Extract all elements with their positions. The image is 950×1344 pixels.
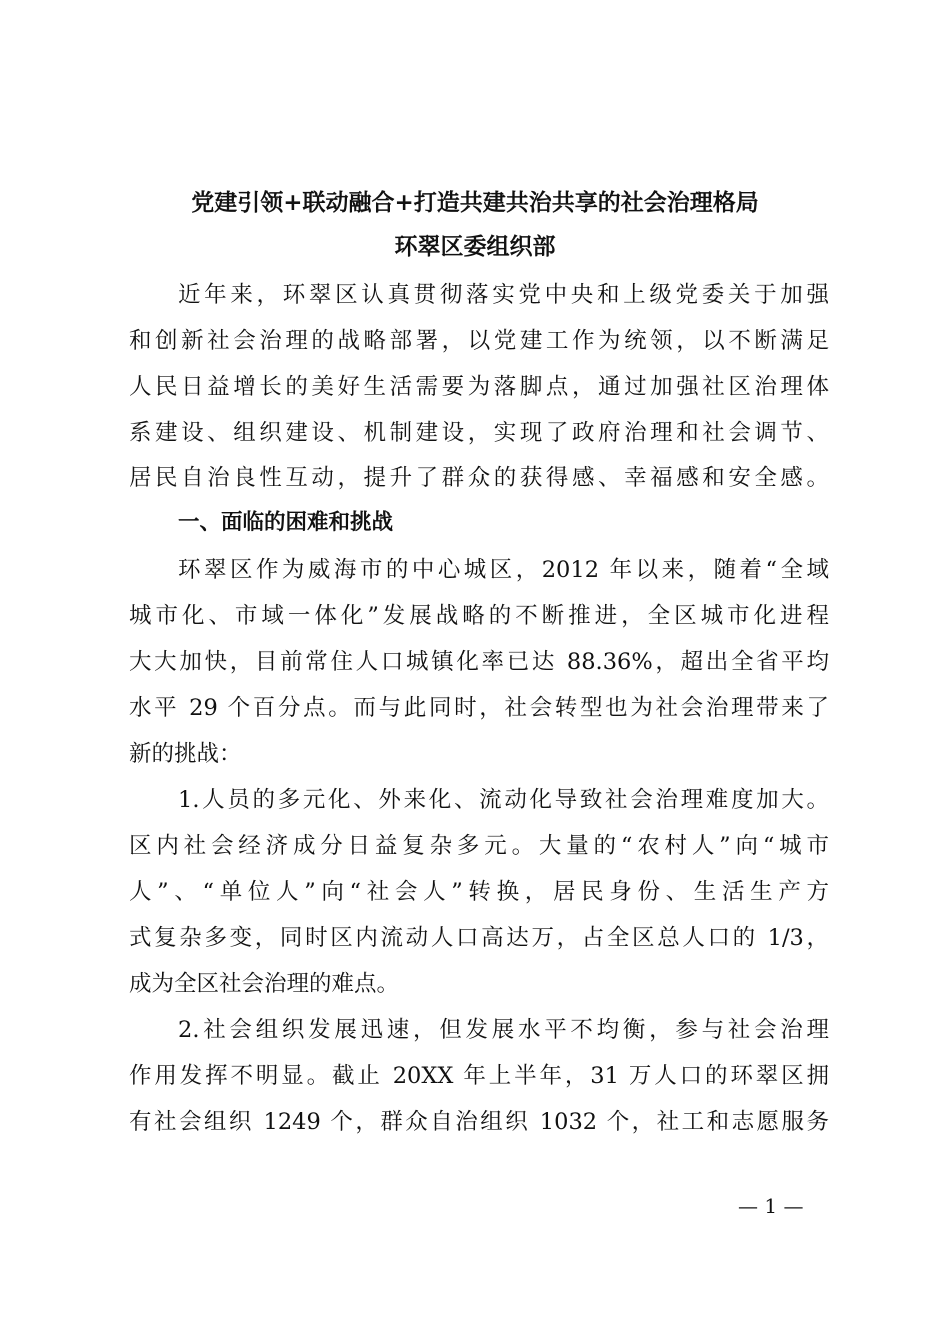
paragraph-line: 居民自治良性互动，提升了群众的获得感、幸福感和安全感。 — [129, 465, 829, 491]
paragraph-line: 人民日益增长的美好生活需要为落脚点，通过加强社区治理体 — [129, 374, 829, 400]
paragraph-line: 大大加快，目前常住人口城镇化率已达 88.36%，超出全省平均 — [129, 649, 829, 675]
list-item-line: 1.人员的多元化、外来化、流动化导致社会治理难度加大。 — [178, 787, 829, 813]
paragraph-line: 和创新社会治理的战略部署，以党建工作为统领，以不断满足 — [129, 328, 829, 354]
paragraph-line: 近年来，环翠区认真贯彻落实党中央和上级党委关于加强 — [178, 282, 829, 308]
paragraph-line: 城市化、市域一体化”发展战略的不断推进，全区城市化进程 — [129, 603, 829, 629]
paragraph-line: 作用发挥不明显。截止 20XX 年上半年，31 万人口的环翠区拥 — [129, 1063, 829, 1089]
document-title: 党建引领+联动融合+打造共建共治共享的社会治理格局 — [191, 189, 759, 216]
page-number: — 1 — — [738, 1194, 804, 1218]
section-heading: 一、面临的困难和挑战 — [178, 510, 394, 535]
paragraph-line: 式复杂多变，同时区内流动人口高达万，占全区总人口的 1/3， — [129, 925, 829, 951]
paragraph-line: 新的挑战： — [129, 741, 242, 767]
paragraph-line: 人”、“单位人”向“社会人”转换，居民身份、生活生产方 — [129, 879, 829, 905]
document-author: 环翠区委组织部 — [394, 233, 556, 260]
paragraph-line: 成为全区社会治理的难点。 — [129, 971, 400, 997]
paragraph-line: 区内社会经济成分日益复杂多元。大量的“农村人”向“城市 — [129, 833, 829, 859]
paragraph-line: 系建设、组织建设、机制建设，实现了政府治理和社会调节、 — [129, 420, 829, 446]
paragraph-line: 水平 29 个百分点。而与此同时，社会转型也为社会治理带来了 — [129, 695, 829, 721]
paragraph-line: 有社会组织 1249 个，群众自治组织 1032 个，社工和志愿服务 — [129, 1109, 829, 1135]
paragraph-line: 环翠区作为威海市的中心城区，2012 年以来，随着“全域 — [178, 557, 829, 583]
list-item-line: 2.社会组织发展迅速，但发展水平不均衡，参与社会治理 — [178, 1017, 829, 1043]
